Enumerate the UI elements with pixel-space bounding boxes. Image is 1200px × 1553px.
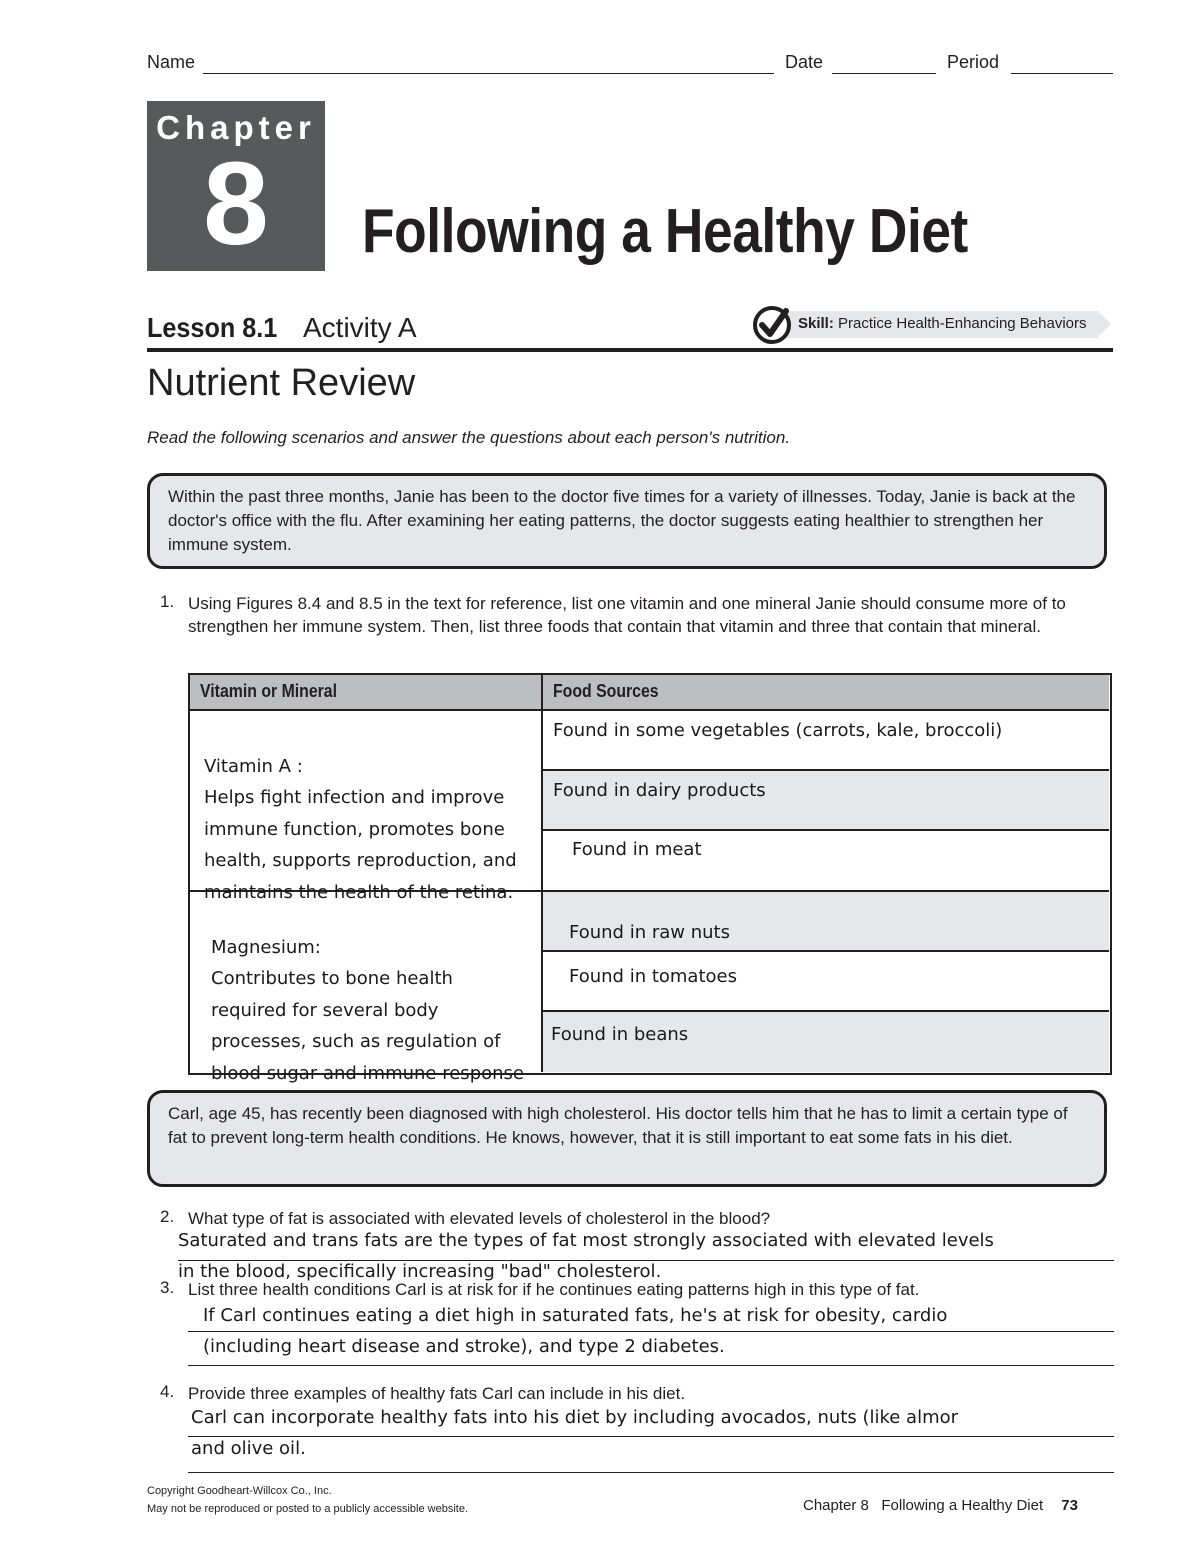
section-title: Nutrient Review xyxy=(147,362,416,404)
answer-text[interactable]: (including heart disease and stroke), and type 2 diabetes. xyxy=(203,1336,725,1357)
scenario-box-carl: Carl, age 45, has recently been diagnosed with high cholesterol. His doctor tells him that he has to limit a certain type of fat to prevent long-term health conditions. He knows, however, that it is still important to eat some fats in his diet. xyxy=(147,1090,1107,1187)
answer-text[interactable]: Saturated and trans fats are the types of fat most strongly associated with elevated levels xyxy=(178,1230,994,1251)
food-answer: Found in dairy products xyxy=(553,780,766,801)
nutrient-table xyxy=(188,673,1112,1084)
vitamin-cell[interactable] xyxy=(190,711,543,903)
instructions: Read the following scenarios and answer the questions about each person's nutrition. xyxy=(147,428,791,447)
skill-text xyxy=(798,315,1087,332)
food-answer: Found in some vegetables (carrots, kale, broccoli) xyxy=(553,720,1003,741)
lesson-label: Lesson 8.1 xyxy=(147,312,278,343)
table-header-foods xyxy=(543,675,1109,711)
name-label: Name xyxy=(147,52,196,72)
skill-value: Practice Health-Enhancing Behaviors xyxy=(838,315,1087,332)
food-answer: Found in meat xyxy=(572,839,702,860)
food-answer: Found in raw nuts xyxy=(569,922,730,943)
date-label: Date xyxy=(785,52,824,72)
lesson-divider xyxy=(147,348,1113,352)
food-cell[interactable] xyxy=(543,892,1109,952)
period-label: Period xyxy=(947,52,1000,72)
answer-text[interactable]: in the blood, specifically increasing "bad" cholesterol. xyxy=(178,1261,662,1282)
question-text: Using Figures 8.4 and 8.5 in the text for reference, list one vitamin and one mineral Janie should consume more of to strengthen her immune system. Then, list three foods that contain that vitamin and three that contain that mineral. xyxy=(188,594,1066,636)
answer-line xyxy=(188,1365,1114,1366)
period-field[interactable] xyxy=(1011,73,1113,74)
mineral-cell[interactable] xyxy=(190,892,543,1084)
question-text: What type of fat is associated with elevated levels of cholesterol in the blood? xyxy=(188,1209,771,1228)
notice-text: May not be reproduced or posted to a publicly accessible website. xyxy=(147,1503,469,1515)
page-number: 73 xyxy=(1061,1497,1078,1514)
skill-label: Skill: xyxy=(798,315,834,332)
date-field[interactable] xyxy=(832,73,936,74)
table-header-label: Vitamin or Mineral xyxy=(200,681,338,701)
food-cell[interactable] xyxy=(543,711,1109,771)
food-cell[interactable] xyxy=(543,771,1109,831)
activity-label: Activity A xyxy=(303,312,417,343)
question-number: 2. xyxy=(160,1207,175,1226)
name-field[interactable] xyxy=(203,73,774,74)
table-header-nutrient xyxy=(190,675,543,711)
food-cell[interactable] xyxy=(543,952,1109,1012)
question-number: 3. xyxy=(160,1278,175,1297)
food-cell[interactable] xyxy=(543,831,1109,892)
food-answer: Found in tomatoes xyxy=(569,966,737,987)
question-number: 1. xyxy=(160,592,175,611)
food-cell[interactable] xyxy=(543,1012,1109,1072)
chapter-title: Following a Healthy Diet xyxy=(362,197,968,266)
footer-chapter-ref: Chapter 8 Following a Healthy Diet xyxy=(803,1497,1044,1514)
mineral-answer: Magnesium: Contributes to bone health required for several body processes, such as regulation of blood sugar and immune response xyxy=(211,936,524,1084)
answer-text[interactable]: Carl can incorporate healthy fats into his diet by including avocados, nuts (like almor xyxy=(191,1407,959,1428)
answer-line xyxy=(188,1331,1114,1332)
footer-page-info xyxy=(803,1497,1078,1514)
scenario-box-janie: Within the past three months, Janie has been to the doctor five times for a variety of illnesses. Today, Janie is back at the doctor's office with the flu. After examining her eating patterns, the doctor suggests eating healthier to strengthen her immune system. xyxy=(147,473,1107,569)
question-text: Provide three examples of healthy fats Carl can include in his diet. xyxy=(188,1384,686,1403)
answer-line xyxy=(188,1472,1114,1473)
food-answer: Found in beans xyxy=(551,1024,689,1045)
chapter-badge xyxy=(147,101,325,271)
check-icon xyxy=(752,305,792,345)
copyright-text: Copyright Goodheart-Willcox Co., Inc. xyxy=(147,1485,332,1497)
answer-line xyxy=(188,1436,1114,1437)
answer-text[interactable]: and olive oil. xyxy=(191,1438,306,1459)
vitamin-answer: Vitamin A : Helps fight infection and improve immune function, promotes bone health, supports reproduction, and maintains the health of the retina. xyxy=(204,755,517,903)
table-header-label: Food Sources xyxy=(553,681,659,701)
question-text: List three health conditions Carl is at risk for if he continues eating patterns high in this type of fat. xyxy=(188,1280,920,1299)
question-number: 4. xyxy=(160,1382,175,1401)
answer-text[interactable]: If Carl continues eating a diet high in saturated fats, he's at risk for obesity, cardio xyxy=(203,1305,948,1326)
chapter-number: 8 xyxy=(203,138,269,270)
footer-copyright xyxy=(147,1482,468,1518)
chapter-word: Chapter xyxy=(156,109,316,146)
